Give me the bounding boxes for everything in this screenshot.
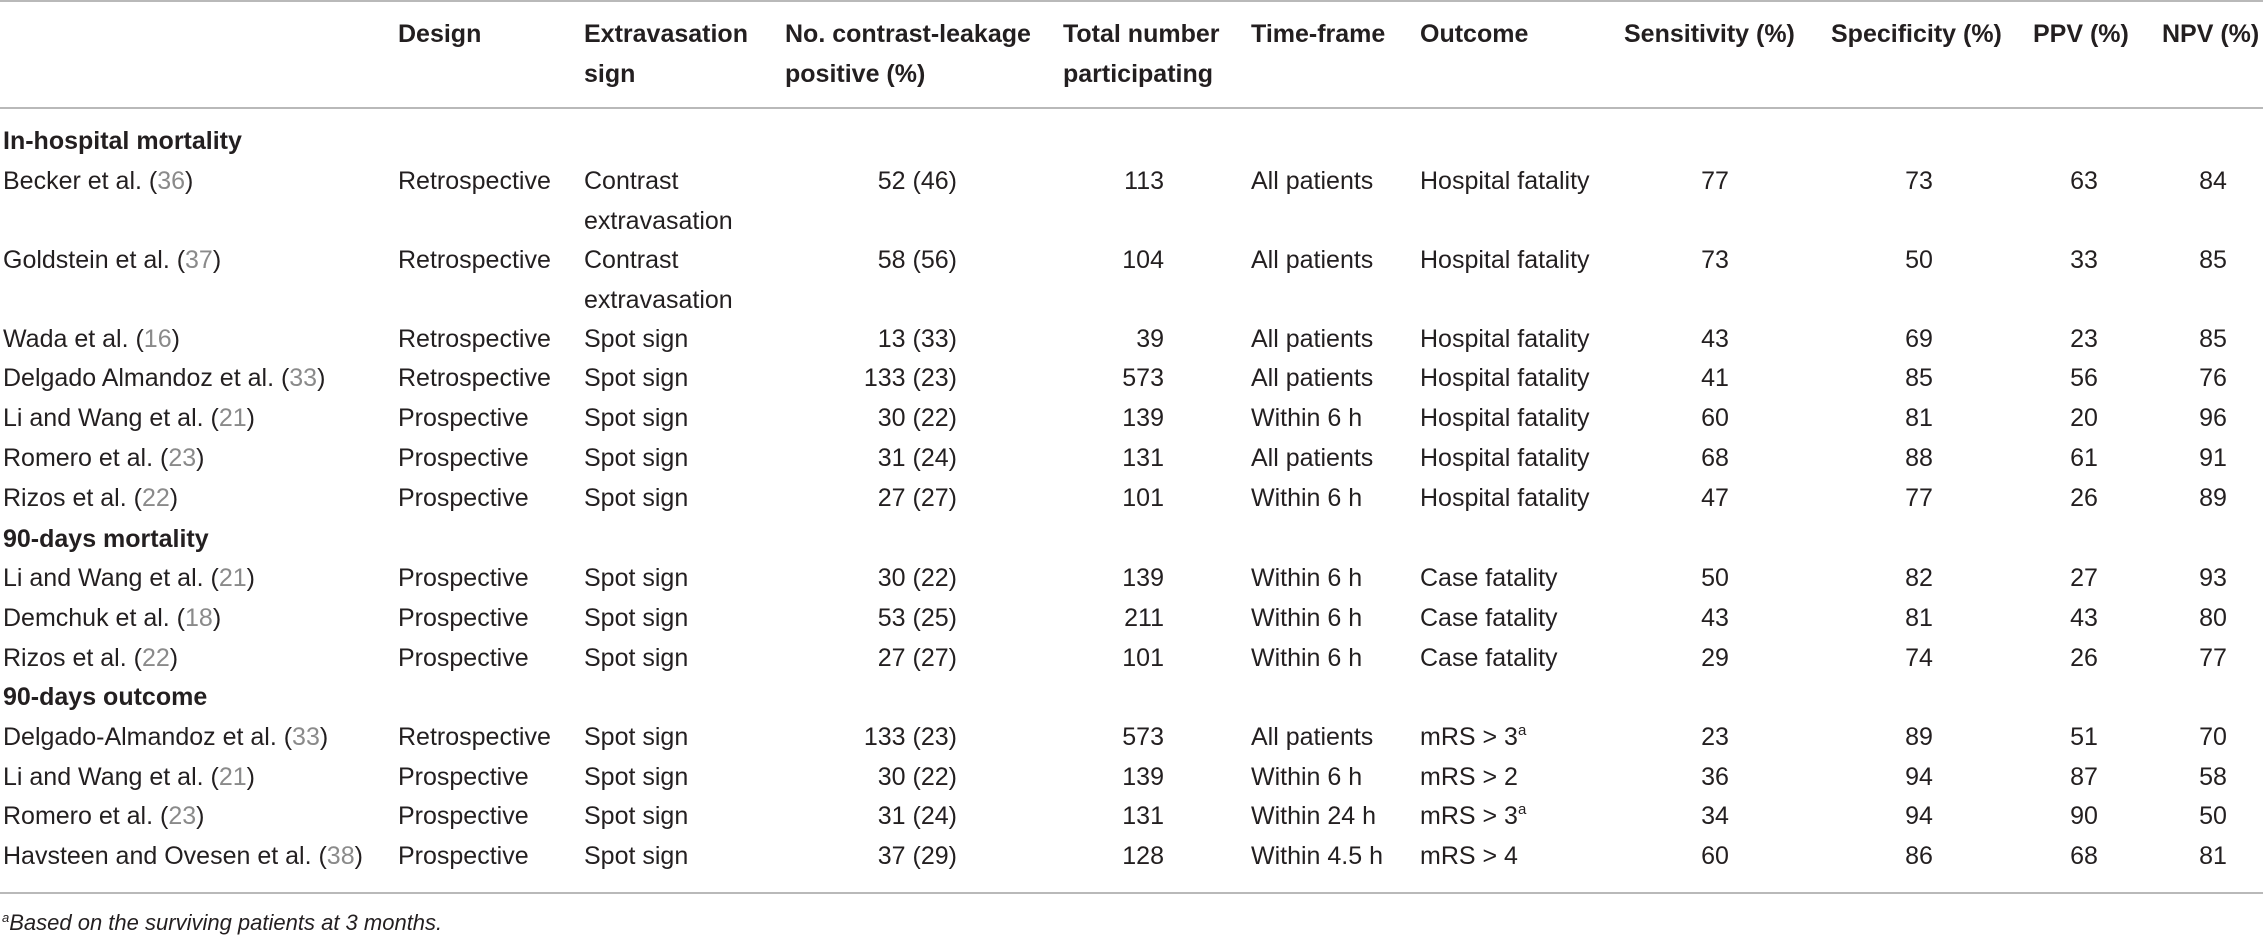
extravasation-sign-cell [584, 717, 688, 757]
footnote [2, 908, 442, 938]
time-frame-cell: Within 6 h [1251, 644, 1363, 672]
outcome-cell [1420, 358, 1590, 398]
ppv-cell: 33 [2070, 246, 2098, 274]
reference-number: 21 [218, 564, 247, 592]
outcome-text: Hospital fatality [1420, 444, 1590, 472]
outcome-text: Hospital fatality [1420, 167, 1590, 195]
reference-number: 21 [218, 763, 247, 791]
contrast-positive-cell: 31 (24) [877, 444, 957, 472]
outcome-cell [1420, 836, 1518, 876]
specificity-cell: 77 [1905, 484, 1933, 512]
specificity-cell: 69 [1905, 325, 1933, 353]
table-row [0, 796, 2263, 836]
time-frame-cell: All patients [1251, 325, 1374, 353]
contrast-positive-cell: 31 (24) [877, 802, 957, 830]
sign-line: extravasation [584, 207, 733, 235]
specificity-cell: 74 [1905, 644, 1933, 672]
ppv-cell: 26 [2070, 484, 2098, 512]
npv-cell: 85 [2199, 325, 2227, 353]
sensitivity-cell: 29 [1701, 644, 1729, 672]
time-frame-cell: All patients [1251, 444, 1374, 472]
study-name: Becker et al. ( [3, 167, 158, 195]
ppv-cell: 87 [2070, 763, 2098, 791]
header-specificity: Specificity (%) [1831, 20, 2002, 48]
study-cell [3, 161, 193, 201]
table-bottom-rule [0, 892, 2263, 894]
header-ppv: PPV (%) [2033, 20, 2129, 48]
study-cell [3, 638, 178, 678]
outcome-cell [1420, 558, 1558, 598]
specificity-cell: 81 [1905, 404, 1933, 432]
ppv-cell: 43 [2070, 604, 2098, 632]
study-name: Li and Wang et al. ( [3, 763, 219, 791]
extravasation-sign-cell [584, 836, 688, 876]
contrast-positive-cell: 30 (22) [877, 564, 957, 592]
outcome-cell [1420, 438, 1590, 478]
time-frame-cell: All patients [1251, 723, 1374, 751]
outcome-text: Case fatality [1420, 644, 1558, 672]
outcome-text: mRS > 4 [1420, 842, 1518, 870]
reference-close-paren: ) [354, 842, 363, 870]
extravasation-sign-cell [584, 638, 688, 678]
npv-cell: 91 [2199, 444, 2227, 472]
sign-line: Spot sign [584, 404, 689, 432]
study-name: Havsteen and Ovesen et al. ( [3, 842, 327, 870]
reference-close-paren: ) [212, 246, 222, 274]
study-name: Romero et al. ( [3, 802, 169, 830]
table-row [0, 757, 2263, 797]
specificity-cell: 73 [1905, 167, 1933, 195]
extravasation-sign-cell [584, 558, 688, 598]
sensitivity-cell: 60 [1701, 404, 1729, 432]
total-participants-cell: 573 [1122, 723, 1164, 751]
sign-line: Spot sign [584, 444, 689, 472]
outcome-cell [1420, 478, 1590, 518]
contrast-positive-cell: 133 (23) [863, 364, 957, 392]
total-participants-cell: 211 [1124, 604, 1164, 632]
table-row [0, 478, 2263, 518]
study-name: Demchuk et al. ( [3, 604, 186, 632]
time-frame-cell: Within 6 h [1251, 604, 1363, 632]
contrast-positive-cell: 53 (25) [877, 604, 957, 632]
sign-line: Contrast [584, 167, 679, 195]
time-frame-cell: Within 6 h [1251, 404, 1363, 432]
sign-line: Spot sign [584, 842, 689, 870]
study-cell [3, 319, 180, 359]
design-cell: Prospective [398, 484, 529, 512]
total-participants-cell: 131 [1122, 802, 1164, 830]
design-cell: Prospective [398, 763, 529, 791]
table-row [0, 438, 2263, 478]
design-cell: Retrospective [398, 723, 551, 751]
footnote-marker: a [2, 910, 10, 925]
study-name: Li and Wang et al. ( [3, 404, 219, 432]
outcome-cell [1420, 161, 1590, 201]
npv-cell: 76 [2199, 364, 2227, 392]
specificity-cell: 89 [1905, 723, 1933, 751]
reference-close-paren: ) [246, 564, 255, 592]
specificity-cell: 94 [1905, 802, 1933, 830]
study-cell [3, 796, 204, 836]
study-cell [3, 438, 204, 478]
sign-line: Spot sign [584, 364, 689, 392]
specificity-cell: 94 [1905, 763, 1933, 791]
extravasation-sign-cell [584, 796, 688, 836]
time-frame-cell: Within 4.5 h [1251, 842, 1384, 870]
reference-close-paren: ) [196, 802, 205, 830]
specificity-cell: 88 [1905, 444, 1933, 472]
specificity-cell: 82 [1905, 564, 1933, 592]
header-total-number: Total number participating [1063, 20, 1220, 88]
outcome-cell [1420, 796, 1526, 836]
outcome-footnote-marker: a [1517, 722, 1527, 739]
sensitivity-cell: 41 [1701, 364, 1729, 392]
study-name: Rizos et al. ( [3, 484, 142, 512]
ppv-cell: 63 [2070, 167, 2098, 195]
npv-cell: 84 [2199, 167, 2227, 195]
sign-line: Spot sign [584, 763, 689, 791]
table-header-rule [0, 107, 2263, 109]
outcome-text: mRS > 3 [1420, 802, 1518, 830]
design-cell: Retrospective [398, 246, 551, 274]
extravasation-sign-cell [584, 438, 688, 478]
design-cell: Prospective [398, 802, 529, 830]
header-design: Design [398, 20, 482, 48]
contrast-positive-cell: 30 (22) [877, 404, 957, 432]
total-participants-cell: 39 [1136, 325, 1164, 353]
study-cell [3, 358, 325, 398]
reference-number: 36 [157, 167, 186, 195]
outcome-text: Hospital fatality [1420, 246, 1590, 274]
study-cell [3, 836, 363, 876]
npv-cell: 77 [2199, 644, 2227, 672]
sensitivity-cell: 50 [1701, 564, 1729, 592]
design-cell: Retrospective [398, 364, 551, 392]
outcome-cell [1420, 319, 1590, 359]
outcome-text: Hospital fatality [1420, 404, 1590, 432]
outcome-cell [1420, 717, 1526, 757]
table-row [0, 398, 2263, 438]
table-row [0, 161, 2263, 241]
time-frame-cell: Within 6 h [1251, 763, 1363, 791]
extravasation-sign-cell [584, 358, 688, 398]
contrast-positive-cell: 58 (56) [877, 246, 957, 274]
study-name: Li and Wang et al. ( [3, 564, 219, 592]
sensitivity-cell: 36 [1701, 763, 1729, 791]
ppv-cell: 20 [2070, 404, 2098, 432]
extravasation-sign-cell [584, 161, 733, 241]
outcome-text: Case fatality [1420, 604, 1558, 632]
time-frame-cell: All patients [1251, 246, 1374, 274]
npv-cell: 81 [2199, 842, 2227, 870]
reference-number: 38 [326, 842, 355, 870]
reference-close-paren: ) [246, 404, 255, 432]
npv-cell: 58 [2199, 763, 2227, 791]
total-participants-cell: 113 [1124, 167, 1164, 195]
reference-close-paren: ) [185, 167, 194, 195]
sign-line: Contrast [584, 246, 679, 274]
sensitivity-cell: 60 [1701, 842, 1729, 870]
npv-cell: 89 [2199, 484, 2227, 512]
reference-close-paren: ) [319, 723, 329, 751]
sign-line: Spot sign [584, 644, 689, 672]
design-cell: Prospective [398, 644, 529, 672]
outcome-footnote-marker: a [1517, 801, 1527, 818]
contrast-positive-cell: 27 (27) [877, 484, 957, 512]
reference-number: 22 [141, 644, 170, 672]
header-extravasation-sign: Extravasation sign [584, 20, 748, 88]
design-cell: Prospective [398, 404, 529, 432]
reference-close-paren: ) [169, 484, 179, 512]
contrast-positive-cell: 133 (23) [863, 723, 957, 751]
reference-close-paren: ) [246, 763, 255, 791]
header-contrast-leakage-positive: No. contrast-leakage positive (%) [785, 20, 1031, 88]
npv-cell: 85 [2199, 246, 2227, 274]
extravasation-sign-cell [584, 757, 688, 797]
sign-line: Spot sign [584, 484, 689, 512]
sensitivity-cell: 47 [1701, 484, 1729, 512]
reference-close-paren: ) [171, 325, 180, 353]
outcome-cell [1420, 398, 1590, 438]
study-name: Delgado-Almandoz et al. ( [3, 723, 293, 751]
sign-line: Spot sign [584, 564, 689, 592]
table-row [0, 358, 2263, 398]
study-cell [3, 398, 255, 438]
header-npv: NPV (%) [2162, 20, 2260, 48]
time-frame-cell: Within 6 h [1251, 484, 1363, 512]
reference-number: 21 [218, 404, 247, 432]
design-cell: Prospective [398, 604, 529, 632]
design-cell: Retrospective [398, 325, 551, 353]
contrast-positive-cell: 37 (29) [877, 842, 957, 870]
sensitivity-cell: 34 [1701, 802, 1729, 830]
specificity-cell: 81 [1905, 604, 1933, 632]
time-frame-cell: All patients [1251, 364, 1374, 392]
sensitivity-cell: 23 [1701, 723, 1729, 751]
reference-number: 18 [185, 604, 213, 632]
sensitivity-cell: 77 [1701, 167, 1729, 195]
design-cell: Prospective [398, 444, 529, 472]
sensitivity-cell: 43 [1701, 604, 1729, 632]
total-participants-cell: 573 [1122, 364, 1164, 392]
reference-number: 33 [289, 364, 318, 392]
reference-close-paren: ) [317, 364, 326, 392]
extravasation-sign-cell [584, 478, 688, 518]
study-cell [3, 598, 221, 638]
outcome-cell [1420, 638, 1558, 678]
design-cell: Prospective [398, 842, 529, 870]
extravasation-sign-cell [584, 598, 688, 638]
study-name: Rizos et al. ( [3, 644, 142, 672]
npv-cell: 50 [2199, 802, 2227, 830]
table-row [0, 558, 2263, 598]
total-participants-cell: 101 [1122, 484, 1164, 512]
extravasation-sign-cell [584, 398, 688, 438]
total-participants-cell: 131 [1122, 444, 1164, 472]
time-frame-cell: All patients [1251, 167, 1374, 195]
extravasation-sign-cell [584, 240, 733, 320]
extravasation-sign-cell [584, 319, 688, 359]
specificity-cell: 86 [1905, 842, 1933, 870]
ppv-cell: 61 [2070, 444, 2098, 472]
table-row [0, 319, 2263, 359]
section-heading: 90-days mortality [3, 525, 209, 553]
header-sensitivity: Sensitivity (%) [1624, 20, 1795, 48]
sensitivity-cell: 68 [1701, 444, 1729, 472]
study-name: Delgado Almandoz et al. ( [3, 364, 290, 392]
total-participants-cell: 128 [1122, 842, 1164, 870]
sign-line: Spot sign [584, 723, 689, 751]
reference-number: 37 [185, 246, 213, 274]
study-name: Wada et al. ( [3, 325, 144, 353]
study-cell [3, 240, 221, 280]
study-cell [3, 717, 328, 757]
total-participants-cell: 101 [1122, 644, 1164, 672]
study-cell [3, 478, 178, 518]
reference-close-paren: ) [169, 644, 179, 672]
ppv-cell: 27 [2070, 564, 2098, 592]
total-participants-cell: 139 [1122, 763, 1164, 791]
npv-cell: 93 [2199, 564, 2227, 592]
contrast-positive-cell: 30 (22) [877, 763, 957, 791]
ppv-cell: 23 [2070, 325, 2098, 353]
reference-number: 22 [141, 484, 170, 512]
contrast-positive-cell: 27 (27) [877, 644, 957, 672]
ppv-cell: 51 [2070, 723, 2098, 751]
section-heading: 90-days outcome [3, 683, 208, 711]
sign-line: Spot sign [584, 325, 689, 353]
reference-close-paren: ) [212, 604, 222, 632]
reference-number: 33 [292, 723, 320, 751]
reference-number: 23 [168, 444, 197, 472]
header-outcome: Outcome [1420, 20, 1529, 48]
sign-line: Spot sign [584, 802, 689, 830]
reference-number: 16 [143, 325, 172, 353]
header-time-frame: Time-frame [1251, 20, 1386, 48]
outcome-cell [1420, 598, 1558, 638]
npv-cell: 70 [2199, 723, 2227, 751]
study-name: Goldstein et al. ( [3, 246, 186, 274]
design-cell: Prospective [398, 564, 529, 592]
ppv-cell: 56 [2070, 364, 2098, 392]
table-row [0, 836, 2263, 876]
ppv-cell: 90 [2070, 802, 2098, 830]
outcome-text: Hospital fatality [1420, 325, 1590, 353]
table-row [0, 638, 2263, 678]
specificity-cell: 50 [1905, 246, 1933, 274]
total-participants-cell: 139 [1122, 564, 1164, 592]
time-frame-cell: Within 24 h [1251, 802, 1377, 830]
study-cell [3, 757, 255, 797]
design-cell: Retrospective [398, 167, 551, 195]
contrast-positive-cell: 13 (33) [877, 325, 957, 353]
sensitivity-cell: 73 [1701, 246, 1729, 274]
contrast-positive-cell: 52 (46) [877, 167, 957, 195]
study-cell [3, 558, 255, 598]
study-name: Romero et al. ( [3, 444, 169, 472]
table-top-rule [0, 0, 2263, 2]
ppv-cell: 68 [2070, 842, 2098, 870]
reference-close-paren: ) [196, 444, 205, 472]
specificity-cell: 85 [1905, 364, 1933, 392]
total-participants-cell: 104 [1122, 246, 1164, 274]
time-frame-cell: Within 6 h [1251, 564, 1363, 592]
outcome-text: Hospital fatality [1420, 364, 1590, 392]
table-row [0, 598, 2263, 638]
section-heading: In-hospital mortality [3, 127, 242, 155]
npv-cell: 80 [2199, 604, 2227, 632]
table-row [0, 240, 2263, 320]
ppv-cell: 26 [2070, 644, 2098, 672]
sensitivity-cell: 43 [1701, 325, 1729, 353]
total-participants-cell: 139 [1122, 404, 1164, 432]
outcome-text: Hospital fatality [1420, 484, 1590, 512]
sign-line: extravasation [584, 286, 733, 314]
outcome-cell [1420, 240, 1590, 280]
footnote-text: Based on the surviving patients at 3 months. [9, 910, 443, 935]
sign-line: Spot sign [584, 604, 689, 632]
npv-cell: 96 [2199, 404, 2227, 432]
outcome-text: Case fatality [1420, 564, 1558, 592]
outcome-cell [1420, 757, 1518, 797]
table-row [0, 717, 2263, 757]
reference-number: 23 [168, 802, 197, 830]
outcome-text: mRS > 3 [1420, 723, 1518, 751]
outcome-text: mRS > 2 [1420, 763, 1518, 791]
